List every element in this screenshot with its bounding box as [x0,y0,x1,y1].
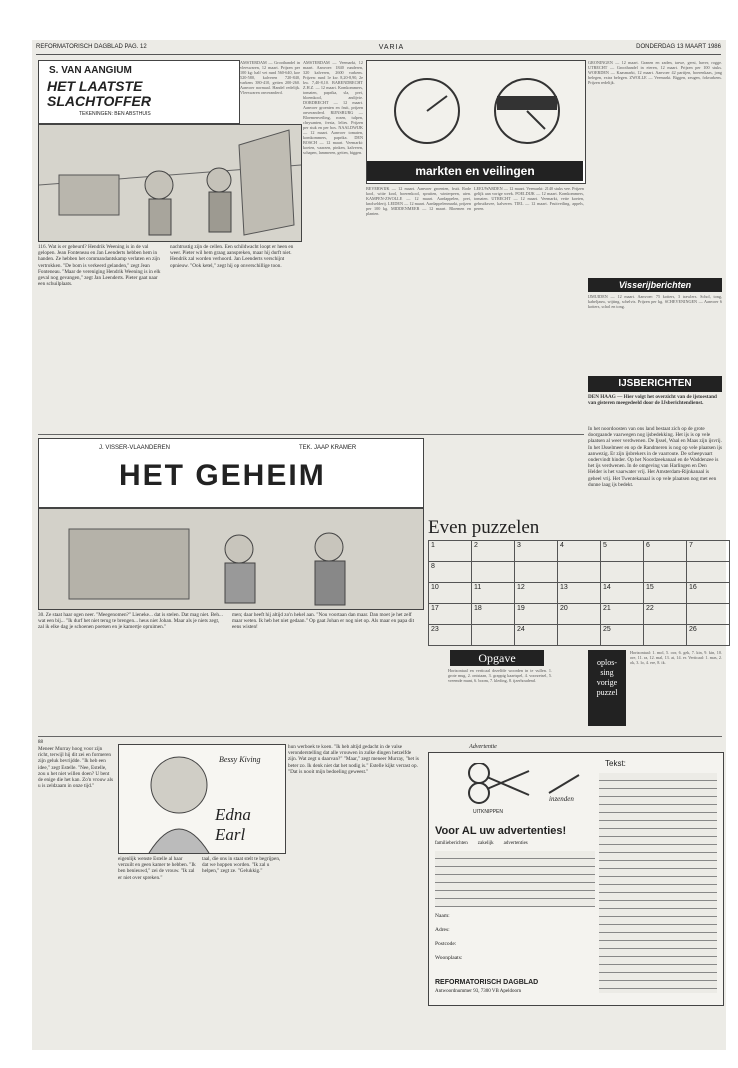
markets-title: markten en veilingen [367,161,583,181]
ad-adres: Adres: [435,927,450,933]
puzzle-cell: 16 [687,583,730,604]
visserij-title: Visserijberichten [588,278,722,292]
puzzle-cell: 6 [644,541,687,562]
geheim-illustration [39,509,423,609]
puzzle-cell [687,604,730,625]
puzzle-cell: 21 [601,604,644,625]
puzzle-cell: 15 [644,583,687,604]
ad-bullet: advertenties [503,841,528,846]
market-column-2: BEVERWIJK — 12 maart. Aanvoer groenten, fruit. Rode kool, witte kool, boerenkool, spruiten, winterpeen, uien. KAMPEN-ZWOLLE — 12 maart. Aardappelen, prei, knolselderij. LEIDEN — 12 maart. Aardappelenmarkt, prijzen per 100 kg. MIDDENMEER — 12 maart. Bloemen en planten. [366,186,471,216]
puzzle-title: Even puzzelen [428,517,540,538]
edna-illustration-box [118,744,286,854]
ad-footer-address: Antwoordnummer 93, 7300 VB Apeldoorn [435,989,522,994]
market-photo [366,60,586,184]
scissors-icon [449,763,589,813]
puzzle-cell [558,625,601,646]
oplossing-line: oplos- [597,658,617,667]
market-column-3: LEEUWARDEN — 12 maart. Veemarkt: 2140 stuks vee. Prijzen gelijk aan vorige week. POELDIJK — 12 maart. Komkommers, tomaten. UTRECHT — 12 maart. Veemarkt, vette koeien, gebruiksvee, kalveren. TIEL — 12 maart. Fruitveiling, appels, peren. [474,186,584,211]
puzzle-cell: 26 [687,625,730,646]
market-column-4: GRONINGEN — 12 maart. Granen en zaden, tarwe, gerst, haver, rogge. UTRECHT — Groothandel in eieren, 12 maart. Prijzen per 100 stuks. WOERDEN — Kaasmarkt, 12 maart. Aanvoer 42 partijen, boerenkaas, jong belegen, extra belegen. ZWOLLE — Veemarkt. Biggen, zeugen, fokvarkens. Prijzen redelijk. [588,60,722,85]
geheim-title: HET GEHEIM [119,459,326,492]
oplossing-box [588,650,626,726]
puzzle-cell: 2 [472,541,515,562]
section-rule [38,434,584,435]
oplossing-text: Horizontaal: 1. mol, 5. oor, 6. gek, 7. kin, 9. kin, 10. ore, 11. ra, 12. mal, 13. ai, 14. er. Verticaal: 1. mas, 2. ok, 3. lo, 4. ere, 8. ik. [630,650,722,665]
page-header [36,40,721,55]
edna-text-col2: eigenlijk wenste Estelle al haar verzuilt en geen kamer te hebben. "Ik ben benieuwd," zei de vrouw. "Ik zal er niet over spreken." [118,856,196,881]
ijsberichten-title: IJSBERICHTEN [588,376,722,392]
puzzle-cell: 23 [429,625,472,646]
puzzle-cell: 10 [429,583,472,604]
ad-naam: Naam: [435,913,450,919]
puzzle-cell: 4 [558,541,601,562]
puzzle-cell [644,625,687,646]
market-report-column: AMSTERDAM — Groothandel in vleeswaren, 12 maart. Prijzen per 100 kg: half vet rund 560-640, koe 520-580, kalveren 720-840, varkens 380-410, geiten 200-260. Aanvoer normaal. Handel redelijk. Vleeswaren onveranderd. [240,60,300,95]
geheim-panel [38,508,424,610]
comic-title-box [38,60,240,124]
ad-footer-title: REFORMATORISCH DAGBLAD [435,979,539,986]
edna-text-col3: taal, die ons in staat stelt te begrijpen, dat we hoppen worden. "Ik zal u helpen," zegt ze. "Gelukkig." [202,856,281,875]
edna-text-col4: hun werboek te koen. "Ik heb altijd gedacht in de valse veronderstelling dat alle vrouwen in zulke dingen hetzelfde zijn. Wat zegt u daarvan?" "Maar," zegt meneer Murray, "het is beter zo. Ik denk niet dat het nodig is." Estelle kijkt verrast op. "Dat is nooit mijn bedoeling geweest." [288,744,419,775]
ijsberichten-text: In het noordoosten van ons land bestaat zich op de grote doorgaande vaarwegen nog ijsbedekking. Het ijs is op vele plaatsen al weer verdwenen. De Ijssel, Waal en Maas zijn ijsvrij. In het IJsselmeer en op de Randmeren is nog op vele plaatsen ijs aanwezig. Er zijn ijsbrekers in de vaarroute. De scheepvaart ondervindt hinder. Op het Noordzeekanaal en de Waddenzee is het ijs verdwenen. In de omgeving van Harlingen en Den Helder is het vaarwater vrij. Het Amsterdam-Rijnkanaal is geheel vrij. Het Twentekanaal is op vele plaatsen nog met een dunne laag ijs bedekt. [588,426,722,488]
ad-bullets [435,841,528,846]
ad-woonplaats: Woonplaats: [435,955,463,961]
puzzle-cell: 3 [515,541,558,562]
ad-header-label: Advertentie [469,744,497,750]
geheim-text-col1: 30. Ze staat haar ogen neer. "Meegenomen?" Lieneke... dat is stelen. Dat mag niet. Beh... wat een bij... "Ik durf het niet terug te brengen... heus niet Johan. Maar als je niets zegt, zal ik elke dag je schoenen poetsen en je kamertje opruimen." [38,612,223,631]
geheim-title-box [38,438,424,508]
ad-text-lines[interactable] [599,773,717,993]
comic-text-col2: nachtrustig zijn de cellen. Een schildwacht loopt er heen en weer. Pieter wil hem graag aanspreken, maar hij durft niet. Hendrik zal worden verhoord. Jan Leenderts verschijnt opnieuw. "Ook ketel," zegt hij op onverschillige toon. [170,244,294,269]
puzzle-cell: 13 [558,583,601,604]
ad-lines[interactable] [435,851,595,907]
comic-title: HET LAATSTE SLACHTOFFER [47,78,151,109]
puzzle-cell: 7 [687,541,730,562]
ijsberichten-subtitle: DEN HAAG — Hier volgt het overzicht van de ijstoestand van gisteren meegedeeld door de IJsberichtendienst. [588,394,717,407]
puzzle-cell [601,562,644,583]
ad-coupon [428,752,724,1006]
puzzle-cell: 17 [429,604,472,625]
oplossing-line: puzzel [596,688,618,697]
opgave-title: Opgave [450,650,544,666]
puzzle-cell: 14 [601,583,644,604]
puzzle-cell: 8 [429,562,472,583]
puzzle-grid [428,540,730,646]
comic-text-col1: 116. Wat is er gebeurd? Hendrik Weening is in de val gelopen. Jean Fonteneau en Jan Leenderts hebben hem in handen. Ze hebben het commandantskamp verlaten en zijn vertrokken. "De bom is verkeerd gelanden," zegt Jean Fonteneau. "Maar de vereniging Hendrik Weening is in elk geval nog gevangen," zegt Jan Leenderts. Pieter gaat naar een schuilplaats. [38,244,161,288]
ad-tekst-label: Tekst: [605,759,626,768]
geheim-text-col2: men; daar heeft hij altijd zo'n hekel aan. "Nou voortaan dan maar. Dan moet je het zelf maar weten. Ik heb het niet gedaan." Op gaat Johan er nog niet op. Als maar en papa dit eens wisten! [232,612,415,631]
ad-title: Voor AL uw advertenties! [435,825,567,837]
header-date: DONDERDAG 13 MAART 1986 [636,44,721,50]
header-left: REFORMATORISCH DAGBLAD PAG. 12 [36,44,147,50]
oplossing-line: vorige [596,678,618,687]
edna-text-col1: Meneer Murray hoog voor zijn richt, terwijl hij dit zei en formeren zijn geluk bevrijdde. "Ik heb een idee," zegt Estelle. "Nee, Estelle, zou u het niet willen doen? U bent de enige die het kan. Zo'n vrouw als u is zeldzaam in onze tijd." [38,746,113,790]
puzzle-cell [558,562,601,583]
inzenden-label: inzenden [549,795,574,803]
puzzle-cell [687,562,730,583]
ad-postcode: Postcode: [435,941,457,947]
comic-author: S. VAN AANGIUM [49,65,132,76]
puzzle-cell [472,625,515,646]
puzzle-cell: 24 [515,625,558,646]
visserij-text: IJMUIDEN — 12 maart. Aanvoer: 75 kotters, 3 trawlers. Schol, tong, kabeljauw, wijting, schelvis. Prijzen per kg. SCHEVENINGEN — Aanvoer 6 kotters, schol en tong. [588,294,722,309]
puzzle-cell: 22 [644,604,687,625]
puzzle-cell [515,562,558,583]
edna-author: Bessy Kiving [219,755,261,764]
puzzle-cell: 11 [472,583,515,604]
ad-bullet: familieberichten [435,841,468,846]
geheim-author: J. VISSER-VLAANDEREN [99,445,171,451]
comic-panel-image [38,124,302,242]
ad-bullet: zakelijk [477,841,494,846]
header-section: VARIA [378,43,405,51]
puzzle-cell: 19 [515,604,558,625]
puzzle-cell: 12 [515,583,558,604]
market-clock-image [367,61,585,161]
puzzle-cell: 25 [601,625,644,646]
puzzle-cell: 1 [429,541,472,562]
edna-num: 88 [38,740,43,745]
geheim-illustrator: TEK. JAAP KRAMER [299,445,357,451]
comic-credits: TEKENINGEN: BEN ABSTHUIS [79,111,151,117]
oplossing-line: sing [600,668,614,677]
opgave-text: Horizontaal en verticaal dezelfde woorden in te vullen. 1. grote mug, 2. ontstaan, 3. grappig kaartspel, 4. voorzetsel, 5. vreemde munt, 6. boom, 7. kleding, 8. ijzerhoudend. [448,668,552,683]
puzzle-cell: 18 [472,604,515,625]
section-rule-2 [38,736,722,737]
edna-title: Edna Earl [215,805,251,844]
comic-illustration [39,125,301,241]
puzzle-cell [472,562,515,583]
market-column-1: AMSTERDAM — Veemarkt, 12 maart. Aanvoer: 1840 runderen, 320 kalveren, 2600 varkens. Prijzen: rund 1e kw. 8,20-8,90, 2e kw. 7,40-8,10. BARENDRECHT Z.H.Z. — 12 maart. Komkommers, tomaten, paprika, sla, prei, bloemkool, andijvie. DORDRECHT — 12 maart. Aanvoer groenten en fruit, prijzen onveranderd. RIJNSBURG — Bloemenveiling, rozen, tulpen, chrysanten, fresia, lelies. Prijzen per stuk en per bos. NAALDWIJK — 12 maart. Aanvoer tomaten, komkommers, paprika. DEN BOSCH — 12 maart. Veemarkt: koeien, vaarzen, pinken, kalveren, schapen, lammeren, geiten, biggen. [303,60,363,155]
uitknippen-label: UITKNIPPEN [473,809,504,815]
puzzle-cell [644,562,687,583]
puzzle-cell: 20 [558,604,601,625]
puzzle-cell: 5 [601,541,644,562]
